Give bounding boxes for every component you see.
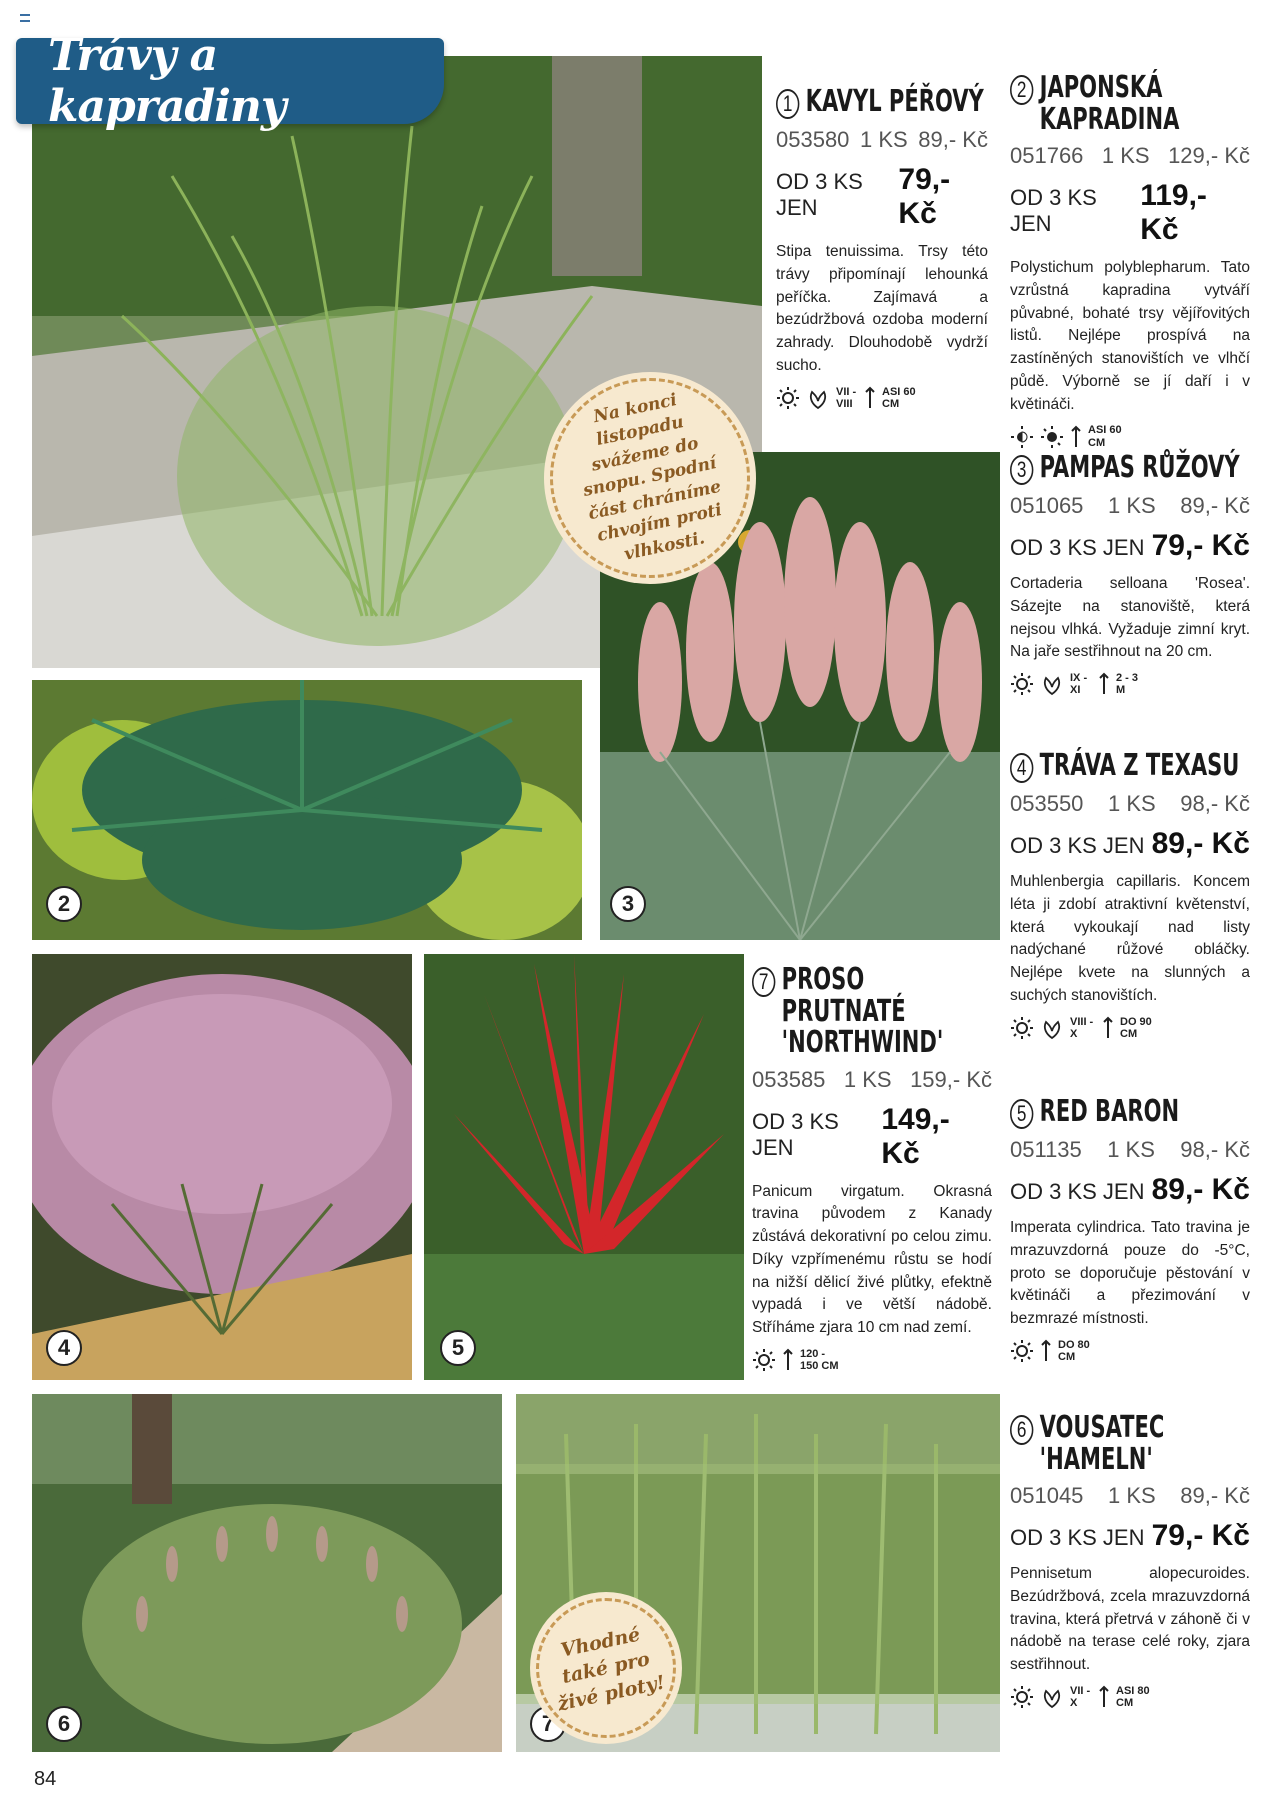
product-kavyl: [764, 78, 988, 414]
care-icons: [1010, 1016, 1250, 1040]
offer-label: OD 3 KS JEN: [752, 1108, 839, 1160]
sun-icon: [776, 386, 800, 410]
product-heading: [1010, 1412, 1250, 1475]
plant-height: 2 - 3 M: [1116, 672, 1139, 697]
offer-price: 79,- Kč: [1151, 529, 1250, 562]
product-qty: 1 KS: [860, 127, 908, 152]
winter-care-badge: [550, 378, 750, 578]
offer-price: 79,- Kč: [898, 163, 951, 230]
offer-label: OD 3 KS JEN: [1010, 833, 1145, 858]
product-price: 98,- Kč: [1180, 1137, 1250, 1162]
product-heading: [1010, 1096, 1250, 1129]
height-icon: [1070, 425, 1082, 449]
sun-icon: [1010, 672, 1034, 696]
care-icons: [1010, 424, 1250, 448]
height-icon: [864, 386, 876, 410]
shade-icon: [1040, 425, 1064, 449]
price-row: [1010, 143, 1250, 169]
flower-icon: [1040, 1016, 1064, 1040]
photo-pennisetum: [32, 1394, 502, 1752]
winter-care-text: Na konci listopadu svážeme do snopu. Spodní část chráníme chvojím proti vlhkosti.: [581, 389, 724, 565]
offer-label: OD 3 KS JEN: [776, 169, 863, 220]
offer-price: 79,- Kč: [1151, 1519, 1250, 1552]
product-number: 7: [752, 967, 775, 997]
care-icons: [1010, 1685, 1250, 1709]
product-qty: 1 KS: [1107, 1137, 1155, 1162]
product-red-baron: [1010, 1096, 1250, 1363]
product-code: 053550: [1010, 791, 1084, 816]
price-row: [1010, 1137, 1250, 1163]
price-row: [752, 1067, 992, 1093]
product-qty: 1 KS: [1108, 1483, 1156, 1508]
product-heading: [1010, 72, 1250, 135]
offer-row: [1010, 1519, 1250, 1553]
product-description: Imperata cylindrica. Tato travina je mrazuvzdorná pouze do -5°C, proto se doporučuje pěstování v květináči a přezimování v bezmrazé místnosti.: [1010, 1219, 1250, 1328]
product-price: 159,- Kč: [910, 1066, 992, 1092]
hedge-text: Vhodné také pro živé ploty!: [555, 1623, 668, 1716]
offer-price: 89,- Kč: [1151, 827, 1250, 860]
sun-icon: [752, 1348, 776, 1372]
product-price: 98,- Kč: [1180, 791, 1250, 816]
product-name: RED BARON: [1039, 1094, 1180, 1129]
photo-label-3: 3: [610, 886, 646, 922]
product-description: Pennisetum alopecuroides. Bezúdržbová, zcela mrazuvzdorná travina, která přetrvá v záhoně či v nádobě na terase celé roky, zjara sestřihnout.: [1010, 1565, 1250, 1674]
height-icon: [782, 1348, 794, 1372]
product-description: Stipa tenuissima. Trsy této trávy připomínají lehounká peříčka. Zajímavá a bezúdržbová ozdoba moderní zahrady. Dlouhodobě vydrží sucho.: [776, 243, 988, 374]
partial-shade-icon: [1010, 425, 1034, 449]
product-code: 051135: [1010, 1137, 1082, 1162]
hedge-badge: [536, 1598, 676, 1738]
offer-row: [1010, 179, 1250, 247]
product-qty: 1 KS: [843, 1066, 892, 1092]
product-qty: 1 KS: [1101, 143, 1150, 168]
height-icon: [1102, 1016, 1114, 1040]
product-name: KAVYL PÉŘOVÝ: [805, 84, 984, 119]
flowering-period: VII - X: [1070, 1684, 1091, 1709]
sun-icon: [1010, 1016, 1034, 1040]
product-heading: [1010, 750, 1250, 783]
height-icon: [1040, 1339, 1052, 1363]
sun-icon: [1010, 1685, 1034, 1709]
plant-height: ASI 60 CM: [882, 385, 916, 410]
product-pampas: [1010, 452, 1250, 696]
product-number: 3: [1010, 455, 1033, 485]
plant-height: DO 90 CM: [1120, 1015, 1152, 1040]
offer-row: [752, 1103, 992, 1171]
product-number: 2: [1010, 75, 1033, 105]
product-number: 1: [776, 89, 799, 119]
photo-label-4: 4: [46, 1330, 82, 1366]
product-name: PAMPAS RŮŽOVÝ: [1039, 450, 1240, 485]
flowering-period: IX - XI: [1070, 672, 1088, 697]
product-price: 89,- Kč: [918, 127, 988, 152]
flowering-period: VIII - X: [1070, 1015, 1094, 1040]
flowering-period: VII - VIII: [836, 385, 857, 410]
product-trava-z-texasu: [1010, 750, 1250, 1040]
product-price: 129,- Kč: [1168, 143, 1250, 168]
product-japonska-kapradina: [1010, 72, 1250, 449]
product-code: 053580: [776, 127, 850, 152]
product-description: Polystichum polyblepharum. Tato vzrůstná kapradina vytváří půvabné, bohaté trsy vějířovitých listů. Nejlépe prospívá na zastíněných stanovištích ve vlhčí půdě. Výborně se jí daří i v květináči.: [1010, 259, 1250, 413]
page-title-banner: [16, 30, 444, 132]
offer-price: 119,- Kč: [1140, 179, 1207, 246]
price-row: [1010, 493, 1250, 519]
product-heading: [752, 964, 992, 1059]
offer-label: OD 3 KS JEN: [1010, 1525, 1145, 1550]
plant-height: 120 - 150 CM: [800, 1347, 839, 1373]
product-code: 051045: [1010, 1483, 1084, 1508]
product-proso-prutnate: [752, 964, 992, 1372]
product-number: 6: [1010, 1415, 1033, 1445]
product-name: TRÁVA Z TEXASU: [1039, 748, 1240, 783]
menu-icon: [20, 14, 30, 22]
product-description: Panicum virgatum. Okrasná travina původem z Kanady zůstává dekorativní po celou zimu. Díky vzpřímenému růstu se hodí na nižší dělicí živé plůtky, efektně vypadá i ve větší nádobě. Stříháme zjara 10 cm nad zemí.: [752, 1182, 992, 1337]
photo-label-5: 5: [440, 1330, 476, 1366]
flower-icon: [806, 386, 830, 410]
product-code: 051766: [1010, 143, 1084, 168]
page-number: 84: [34, 1768, 57, 1790]
photo-label-7: 7: [530, 1706, 566, 1742]
height-icon: [1098, 672, 1110, 696]
offer-label: OD 3 KS JEN: [1010, 535, 1145, 560]
care-icons: [1010, 1339, 1250, 1363]
sun-icon: [1010, 1339, 1034, 1363]
product-vousatec: [1010, 1412, 1250, 1709]
product-qty: 1 KS: [1108, 493, 1156, 518]
height-icon: [1098, 1685, 1110, 1709]
offer-label: OD 3 KS JEN: [1010, 185, 1097, 236]
product-heading: [1010, 452, 1250, 485]
product-price: 89,- Kč: [1180, 493, 1250, 518]
photo-japanese-fern: [32, 680, 582, 940]
product-name: JAPONSKÁ KAPRADINA: [1039, 70, 1180, 137]
price-row: [776, 127, 988, 153]
product-heading: [776, 86, 988, 119]
care-icons: [1010, 672, 1250, 696]
flower-icon: [1040, 1685, 1064, 1709]
care-icons: [752, 1348, 992, 1372]
offer-row: [1010, 1173, 1250, 1207]
product-number: 5: [1010, 1099, 1033, 1129]
product-qty: 1 KS: [1108, 791, 1156, 816]
price-row: [1010, 791, 1250, 817]
flower-icon: [1040, 672, 1064, 696]
photo-label-2: 2: [46, 886, 82, 922]
page-title: Trávy a kapradiny: [48, 30, 286, 132]
offer-price: 89,- Kč: [1151, 1173, 1250, 1206]
price-row: [1010, 1483, 1250, 1509]
product-name: PROSO PRUTNATÉ 'NORTHWIND': [781, 962, 944, 1060]
product-number: 4: [1010, 753, 1033, 783]
offer-row: [776, 163, 988, 231]
product-code: 051065: [1010, 493, 1084, 518]
offer-row: [1010, 827, 1250, 861]
product-description: Cortaderia selloana 'Rosea'. Sázejte na stanoviště, která nejsou vlhká. Vyžaduje zimní kryt. Na jaře sestřihnout na 20 cm.: [1010, 575, 1250, 661]
care-icons: [776, 386, 988, 410]
product-name: VOUSATEC 'HAMELN': [1039, 1410, 1165, 1477]
photo-label-6: 6: [46, 1706, 82, 1742]
photo-red-baron: [424, 954, 744, 1380]
photo-texas-grass: [32, 954, 412, 1380]
offer-price: 149,- Kč: [881, 1102, 950, 1170]
plant-height: ASI 80 CM: [1116, 1684, 1150, 1709]
offer-row: [1010, 529, 1250, 563]
product-description: Muhlenbergia capillaris. Koncem léta ji zdobí atraktivní květenství, která vykoukají nad listy nadýchané růžové obláčky. Nejlépe kvete na slunných a suchých stanovištích.: [1010, 873, 1250, 1004]
plant-height: DO 80 CM: [1058, 1338, 1090, 1363]
product-price: 89,- Kč: [1180, 1483, 1250, 1508]
product-code: 053585: [752, 1066, 826, 1092]
offer-label: OD 3 KS JEN: [1010, 1179, 1145, 1204]
plant-height: ASI 60 CM: [1088, 424, 1122, 449]
